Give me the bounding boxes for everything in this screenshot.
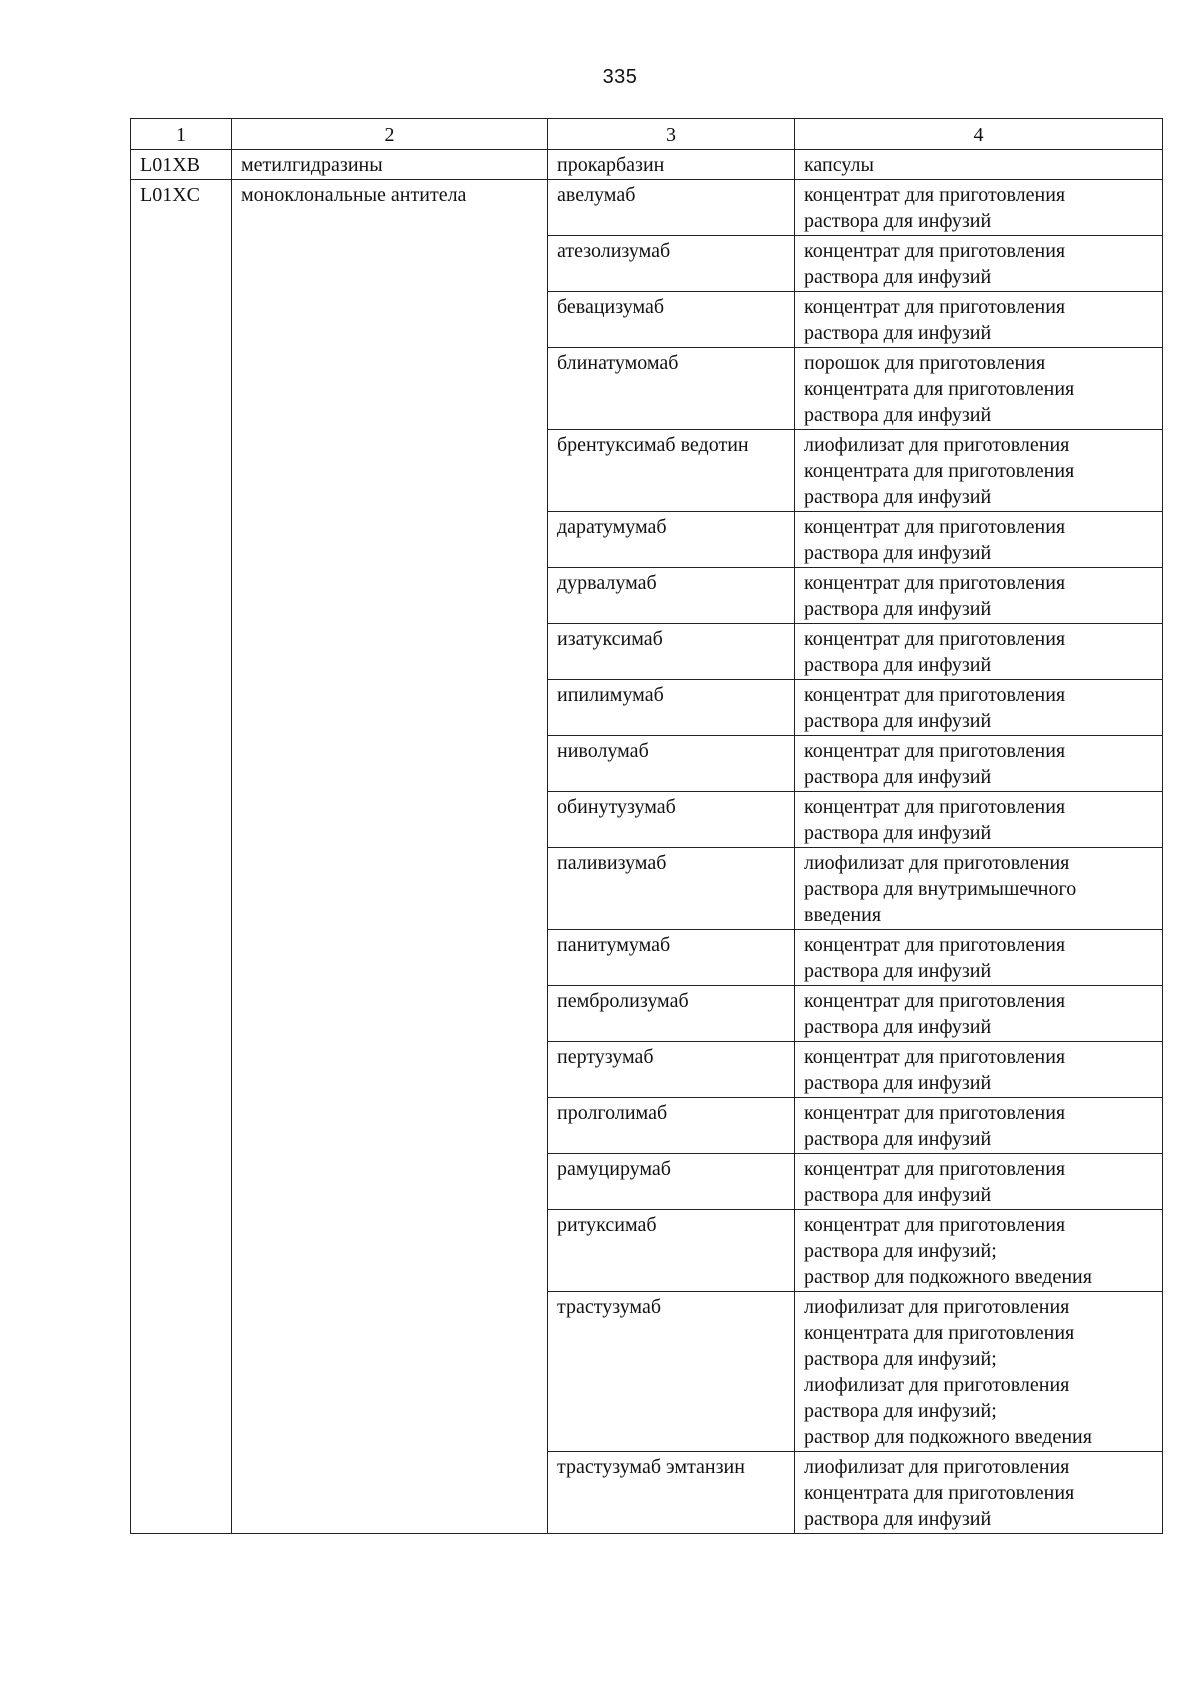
dosage-form-line: капсулы: [804, 154, 874, 176]
table-row: [131, 180, 1163, 236]
dosage-form-cell: [795, 180, 1163, 236]
dosage-form-line: лиофилизат для приготовления: [804, 434, 1070, 456]
dosage-form-line: раствора для инфузий;: [804, 1348, 997, 1370]
column-header: 3: [548, 119, 795, 150]
dosage-form-cell: [795, 348, 1163, 430]
dosage-form-line: раствора для инфузий: [804, 322, 992, 344]
column-header: 1: [131, 119, 232, 150]
dosage-form-cell: [795, 568, 1163, 624]
dosage-form-line: лиофилизат для приготовления: [804, 1374, 1070, 1396]
dosage-form-line: концентрат для приготовления: [804, 684, 1066, 706]
group-name-cell: метилгидразины: [232, 150, 548, 180]
header-row: [131, 119, 1163, 150]
dosage-form-cell: [795, 930, 1163, 986]
dosage-form-line: раствора для инфузий: [804, 266, 992, 288]
dosage-form-cell: [795, 512, 1163, 568]
dosage-form-line: концентрат для приготовления: [804, 990, 1066, 1012]
group-name-cell: моноклональные антитела: [232, 180, 548, 1534]
drug-name-cell: авелумаб: [548, 180, 795, 236]
dosage-form-line: раствора для инфузий: [804, 960, 992, 982]
drug-name-cell: паливизумаб: [548, 848, 795, 930]
drug-name-cell: ниволумаб: [548, 736, 795, 792]
dosage-form-line: лиофилизат для приготовления: [804, 1296, 1070, 1318]
atc-code-cell: L01XC: [131, 180, 232, 1534]
drug-name-cell: рамуцирумаб: [548, 1154, 795, 1210]
drug-name-cell: пертузумаб: [548, 1042, 795, 1098]
dosage-form-line: раствора для инфузий: [804, 1184, 992, 1206]
column-header: 4: [795, 119, 1163, 150]
dosage-form-line: раствор для подкожного введения: [804, 1266, 1092, 1288]
dosage-form-cell: [795, 1042, 1163, 1098]
drug-name-cell: брентуксимаб ведотин: [548, 430, 795, 512]
dosage-form-line: концентрат для приготовления: [804, 240, 1066, 262]
dosage-form-cell: [795, 1210, 1163, 1292]
dosage-form-cell: [795, 150, 1163, 180]
dosage-form-line: концентрат для приготовления: [804, 934, 1066, 956]
dosage-form-line: раствора для инфузий;: [804, 1240, 997, 1262]
dosage-form-line: раствора для инфузий: [804, 404, 992, 426]
dosage-form-line: порошок для приготовления: [804, 352, 1046, 374]
dosage-form-line: концентрат для приготовления: [804, 1214, 1066, 1236]
drug-name-cell: изатуксимаб: [548, 624, 795, 680]
drug-table: [130, 118, 1163, 1534]
dosage-form-cell: [795, 624, 1163, 680]
drug-name-cell: ипилимумаб: [548, 680, 795, 736]
drug-name-cell: дурвалумаб: [548, 568, 795, 624]
dosage-form-cell: [795, 1452, 1163, 1534]
dosage-form-line: раствора для инфузий: [804, 1016, 992, 1038]
dosage-form-line: раствора для инфузий: [804, 654, 992, 676]
drug-name-cell: блинатумомаб: [548, 348, 795, 430]
dosage-form-line: концентрат для приготовления: [804, 296, 1066, 318]
drug-name-cell: атезолизумаб: [548, 236, 795, 292]
dosage-form-line: раствора для инфузий: [804, 1508, 992, 1530]
column-header: 2: [232, 119, 548, 150]
dosage-form-cell: [795, 680, 1163, 736]
dosage-form-line: раствора для инфузий: [804, 1072, 992, 1094]
dosage-form-line: концентрата для приготовления: [804, 378, 1075, 400]
dosage-form-cell: [795, 1154, 1163, 1210]
dosage-form-line: концентрат для приготовления: [804, 740, 1066, 762]
dosage-form-cell: [795, 848, 1163, 930]
table-row: [131, 150, 1163, 180]
dosage-form-line: концентрат для приготовления: [804, 1046, 1066, 1068]
dosage-form-line: раствора для инфузий;: [804, 1400, 997, 1422]
atc-code-cell: L01XB: [131, 150, 232, 180]
drug-name-cell: пролголимаб: [548, 1098, 795, 1154]
dosage-form-line: лиофилизат для приготовления: [804, 1456, 1070, 1478]
dosage-form-line: раствора для инфузий: [804, 486, 992, 508]
drug-name-cell: бевацизумаб: [548, 292, 795, 348]
dosage-form-line: раствор для подкожного введения: [804, 1426, 1092, 1448]
page-number: 335: [602, 66, 638, 88]
drug-name-cell: даратумумаб: [548, 512, 795, 568]
drug-name-cell: ритуксимаб: [548, 1210, 795, 1292]
dosage-form-cell: [795, 292, 1163, 348]
dosage-form-cell: [795, 792, 1163, 848]
dosage-form-line: раствора для инфузий: [804, 822, 992, 844]
dosage-form-line: концентрат для приготовления: [804, 1158, 1066, 1180]
drug-name-cell: панитумумаб: [548, 930, 795, 986]
dosage-form-line: концентрат для приготовления: [804, 796, 1066, 818]
drug-name-cell: прокарбазин: [548, 150, 795, 180]
dosage-form-cell: [795, 1292, 1163, 1452]
dosage-form-line: раствора для инфузий: [804, 710, 992, 732]
dosage-form-line: раствора для внутримышечного: [804, 878, 1077, 900]
dosage-form-line: раствора для инфузий: [804, 766, 992, 788]
dosage-form-cell: [795, 430, 1163, 512]
dosage-form-line: концентрата для приготовления: [804, 1482, 1075, 1504]
dosage-form-line: концентрат для приготовления: [804, 184, 1066, 206]
dosage-form-line: раствора для инфузий: [804, 542, 992, 564]
dosage-form-line: лиофилизат для приготовления: [804, 852, 1070, 874]
dosage-form-line: раствора для инфузий: [804, 1128, 992, 1150]
dosage-form-line: концентрат для приготовления: [804, 572, 1066, 594]
dosage-form-line: концентрат для приготовления: [804, 628, 1066, 650]
dosage-form-line: раствора для инфузий: [804, 598, 992, 620]
dosage-form-cell: [795, 1098, 1163, 1154]
dosage-form-line: концентрат для приготовления: [804, 1102, 1066, 1124]
dosage-form-line: раствора для инфузий: [804, 210, 992, 232]
drug-name-cell: пембролизумаб: [548, 986, 795, 1042]
dosage-form-cell: [795, 736, 1163, 792]
drug-name-cell: трастузумаб: [548, 1292, 795, 1452]
dosage-form-cell: [795, 236, 1163, 292]
drug-name-cell: обинутузумаб: [548, 792, 795, 848]
dosage-form-line: введения: [804, 904, 882, 926]
dosage-form-cell: [795, 986, 1163, 1042]
dosage-form-line: концентрат для приготовления: [804, 516, 1066, 538]
table-body: [131, 150, 1163, 1534]
dosage-form-line: концентрата для приготовления: [804, 460, 1075, 482]
dosage-form-line: концентрата для приготовления: [804, 1322, 1075, 1344]
drug-name-cell: трастузумаб эмтанзин: [548, 1452, 795, 1534]
